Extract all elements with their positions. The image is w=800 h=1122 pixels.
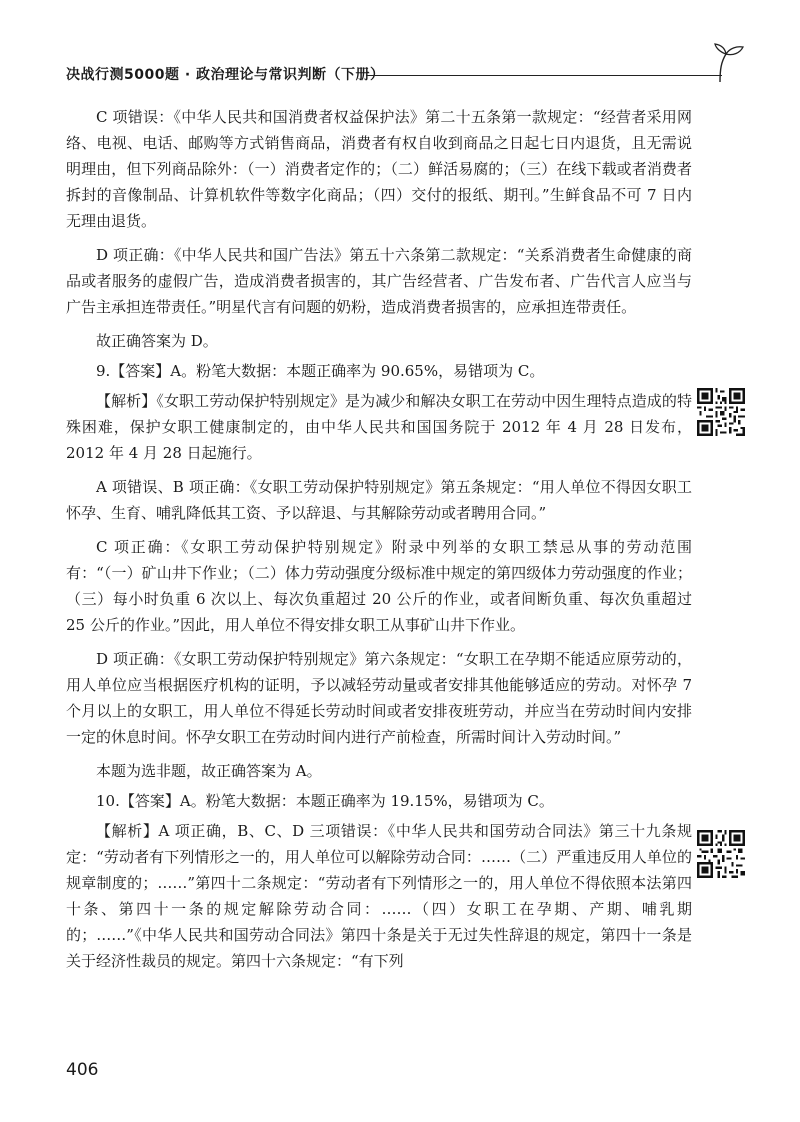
paragraph-option-d-advertising-law: D 项正确：《中华人民共和国广告法》第五十六条第二款规定：“关系消费者生命健康的商品或者服务的虚假广告，造成消费者损害的，其广告经营者、广告发布者、广告代言人应当与广告主承担连带责任。”明星代言有问题的奶粉，造成消费者损害的，应承担连带责任。 <box>66 246 692 316</box>
paragraph-option-c-consumer-law: C 项错误：《中华人民共和国消费者权益保护法》第二十五条第一款规定：“经营者采用网络、电视、电话、邮购等方式销售商品，消费者有权自收到商品之日起七日内退货，且无需说明理由，但下列商品除外：（一）消费者定作的；（二）鲜活易腐的；（三）在线下载或者消费者拆封的音像制品、计算机软件等数字化商品；（四）交付的报纸、期刊。”生鲜食品不可 7 日内无理由退货。 <box>66 108 692 230</box>
paragraph-q9-analysis: 【解析】《女职工劳动保护特别规定》是为减少和解决女职工在劳动中因生理特点造成的特殊困难，保护女职工健康制定的，由中华人民共和国国务院于 2012 年 4 月 28 日发布，2012 年 4 月 28 日起施行。 <box>66 392 692 462</box>
page-number: 406 <box>66 1060 99 1080</box>
paragraph-q9-option-c: C 项正确：《女职工劳动保护特别规定》附录中列举的女职工禁忌从事的劳动范围有：“（一）矿山井下作业；（二）体力劳动强度分级标准中规定的第四级体力劳动强度的作业；（三）每小时负重 6 次以上、每次负重超过 20 公斤的作业，或者间断负重、每次负重超过 25 公斤的作业。”因此，用人单位不得安排女职工从事矿山井下作业。 <box>66 538 692 634</box>
paragraph-q9-option-d: D 项正确：《女职工劳动保护特别规定》第六条规定：“女职工在孕期不能适应原劳动的，用人单位应当根据医疗机构的证明，予以减轻劳动量或者安排其他能够适应的劳动。对怀孕 7 个月以上的女职工，用人单位不得延长劳动时间或者安排夜班劳动，并应当在劳动时间内安排一定的休息时间。怀孕女职工在劳动时间内进行产前检查，所需时间计入劳动时间。” <box>66 650 692 746</box>
header-rule <box>366 75 722 76</box>
qr-code-icon[interactable] <box>697 830 745 878</box>
paragraph-q9-option-ab: A 项错误、B 项正确：《女职工劳动保护特别规定》第五条规定：“用人单位不得因女职工怀孕、生育、哺乳降低其工资、予以辞退、与其解除劳动或者聘用合同。” <box>66 478 692 522</box>
page-body <box>66 104 692 982</box>
book-title: 决战行测5000题 · 政治理论与常识判断（下册） <box>66 67 385 83</box>
paragraph-q9-conclusion: 本题为选非题，故正确答案为 A。 <box>96 762 322 780</box>
qr-code-icon[interactable] <box>697 388 745 436</box>
paragraph-q10-answer: 10.【答案】A。粉笔大数据：本题正确率为 19.15%，易错项为 C。 <box>96 792 554 810</box>
paragraph-answer-summary: 故正确答案为 D。 <box>96 332 218 350</box>
paragraph-q10-analysis: 【解析】A 项正确，B、C、D 三项错误：《中华人民共和国劳动合同法》第三十九条规定：“劳动者有下列情形之一的，用人单位可以解除劳动合同：……（二）严重违反用人单位的规章制度的；……”第四十二条规定：“劳动者有下列情形之一的，用人单位不得依照本法第四十条、第四十一条的规定解除劳动合同：……（四）女职工在孕期、产期、哺乳期的；……”《中华人民共和国劳动合同法》第四十条是关于无过失性辞退的规定，第四十一条是关于经济性裁员的规定。第四十六条规定：“有下列 <box>66 822 692 970</box>
paragraph-q9-answer: 9.【答案】A。粉笔大数据：本题正确率为 90.65%，易错项为 C。 <box>96 362 545 380</box>
sprout-icon <box>712 42 746 82</box>
running-header <box>66 64 746 88</box>
